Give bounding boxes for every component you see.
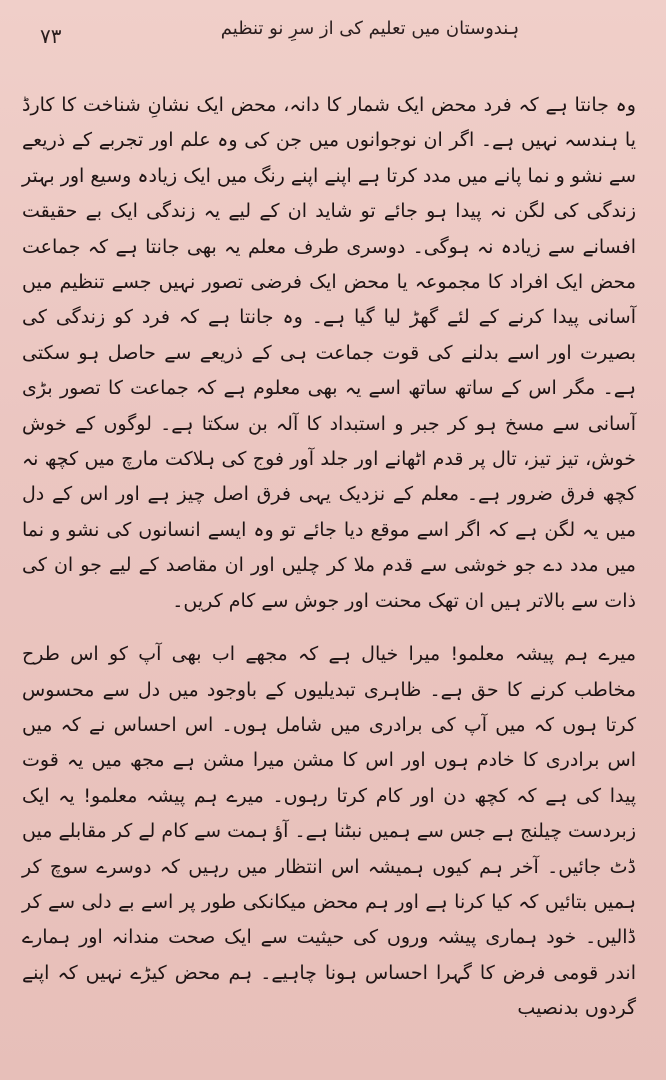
paragraph-2: میرے ہم پیشہ معلمو! میرا خیال ہے کہ مجھے اب بھی آپ کو اس طرح مخاطب کرنے کا حق ہے۔ ظاہری تبدیلیوں کے باوجود میں دل سے محسوس کرتا ہوں کہ میں آپ کی برادری میں شامل ہوں۔ اس احساس نے کہ میں اس برادری کا خادم ہوں اور اس کا مشن میرا مشن ہے مجھ میں یہ قوت پیدا کی ہے کہ کچھ دن اور کام کرتا رہوں۔ میرے ہم پیشہ معلمو! یہ ایک زبردست چیلنج ہے جس سے ہمیں نبٹنا ہے۔ آؤ ہمت سے کام لے کر مقابلے میں ڈٹ جائیں۔ آخر ہم کیوں ہمیشہ اس انتظار میں رہیں کہ دوسرے سوچ کر ہمیں بتائیں کہ کیا کرنا ہے اور ہم محض میکانکی طور پر اسے بے دلی سے کر ڈالیں۔ خود ہماری پیشہ وروں کی حیثیت سے ایک صحت مندانہ اور ہمارے اندر قومی فرض کا گہرا احساس ہونا چاہیے۔ ہم محض کیڑے نہیں کہ اپنے گردوں بدنصیب: [22, 643, 636, 1020]
page-number: ۷۳: [40, 24, 62, 48]
body-text: [22, 88, 636, 1027]
running-title: ہندوستان میں تعلیم کی از سرِ نو تنظیم: [220, 18, 520, 39]
paragraph-1: وہ جانتا ہے کہ فرد محض ایک شمار کا دانہ، محض ایک نشانِ شناخت کا کارڈ یا ہندسہ نہیں ہے۔ اگر ان نوجوانوں میں جن کی وہ علم اور تجربے کے ذریعے سے نشو و نما پانے میں مدد کرتا ہے اپنے اپنے رنگ میں ایک زیادہ وسیع اور بہتر زندگی کی لگن نہ پیدا ہو جائے تو شاید ان کے لیے یہ زندگی ایک بے حقیقت افسانے سے زیادہ نہ ہوگی۔ دوسری طرف معلم یہ بھی جانتا ہے کہ جماعت محض ایک افراد کا مجموعہ یا محض ایک فرضی تصور نہیں جسے تنظیم میں آسانی پیدا کرنے کے لئے گھڑ لیا گیا ہے۔ وہ جانتا ہے کہ فرد کو زندگی کی بصیرت اور اسے بدلنے کی قوت جماعت ہی کے ذریعے سے حاصل ہو سکتی ہے۔ مگر اس کے ساتھ ساتھ اسے یہ بھی معلوم ہے کہ جماعت کا تصور بڑی آسانی سے مسخ ہو کر جبر و استبداد کا آلہ بن سکتا ہے۔ لوگوں کے خوش خوش، تیز تیز، تال پر قدم اٹھانے اور جلد آور فوج کی ہلاکت مارچ میں کچھ نہ کچھ فرق ضرور ہے۔ معلم کے نزدیک یہی فرق اصل چیز ہے اور اس کے دل میں یہ لگن ہے کہ اگر اسے موقع دیا جائے تو وہ ایسے انسانوں کی نشو و نما میں مدد دے جو خوشی سے قدم ملا کر چلیں اور ان مقاصد کے لیے جو ان کی ذات سے بالاتر ہیں ان تھک محنت اور جوش سے کام کریں۔: [22, 94, 636, 612]
page-header: [20, 8, 646, 58]
